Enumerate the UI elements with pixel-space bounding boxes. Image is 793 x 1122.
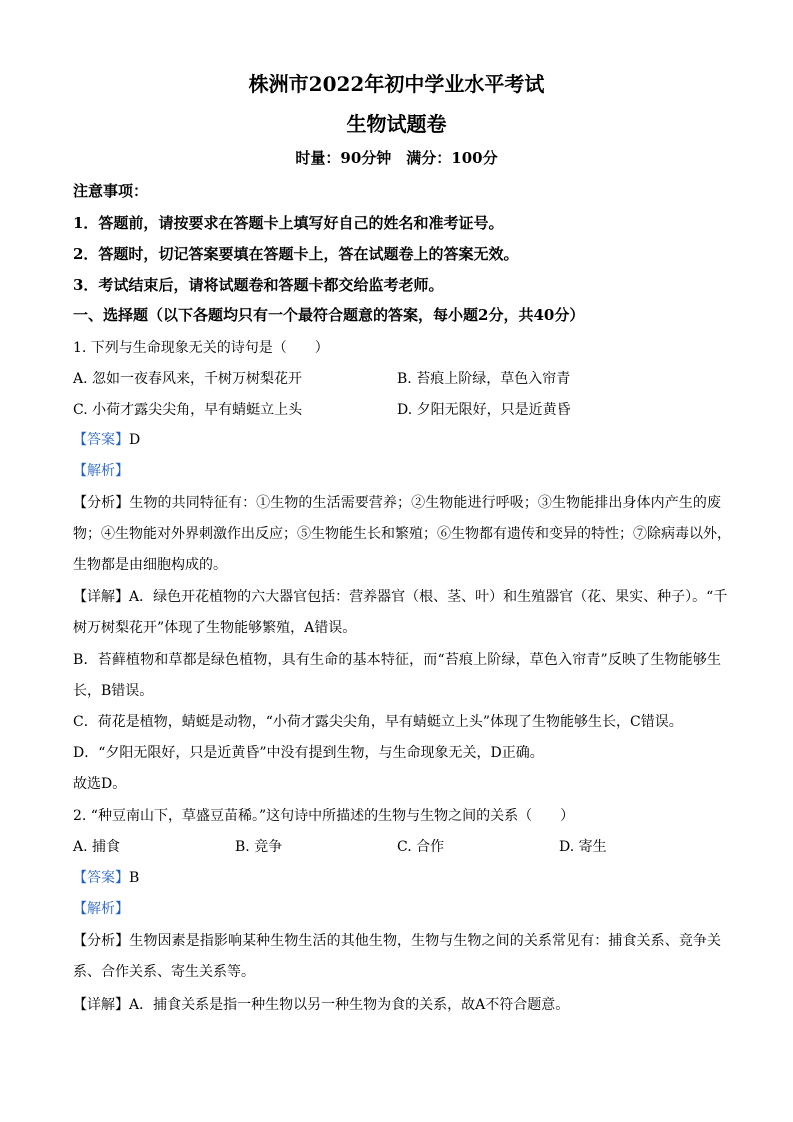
- answer-line: [73, 869, 139, 887]
- notice-item: 1．答题前，请按要求在答题卡上填写好自己的姓名和准考证号。: [73, 214, 504, 232]
- question-stem: 1. 下列与生命现象无关的诗句是（ ）: [73, 340, 329, 356]
- question-option: D. 寄生: [559, 839, 607, 855]
- analysis-line: 【分析】生物的共同特征有：①生物的生活需要营养；②生物能进行呼吸；③生物能排出身体内产生的废: [73, 495, 721, 511]
- analysis-line: 生物都是由细胞构成的。: [73, 557, 227, 573]
- exam-meta: 时量：90分钟 满分：100分: [295, 149, 498, 167]
- question-option: B. 苔痕上阶绿，草色入帘青: [397, 371, 571, 387]
- page-title: 株洲市2022年初中学业水平考试: [248, 72, 545, 96]
- analysis-tag: 【解析】: [73, 463, 129, 479]
- answer-tag: 【答案】: [73, 432, 129, 448]
- question-option: A. 捕食: [73, 839, 121, 855]
- analysis-line: 物；④生物能对外界刺激作出反应；⑤生物能生长和繁殖；⑥生物都有遗传和变异的特性；⑦除病毒以外，: [73, 526, 731, 542]
- notice-item: 3．考试结束后，请将试题卷和答题卡都交给监考老师。: [73, 276, 444, 294]
- detail-line: D．“夕阳无限好，只是近黄昏”中没有提到生物，与生命现象无关，D正确。: [73, 745, 544, 761]
- answer-value: D: [129, 432, 141, 448]
- answer-line: [73, 431, 140, 449]
- question-stem: 2. “种豆南山下，草盛豆苗稀。”这句诗中所描述的生物与生物之间的关系（ ）: [73, 808, 575, 824]
- notice-item: 2．答题时，切记答案要填在答题卡上，答在试题卷上的答案无效。: [73, 245, 519, 263]
- analysis-line: 系、合作关系、寄生关系等。: [73, 964, 255, 980]
- detail-line: 树万树梨花开”体现了生物能够繁殖，A错误。: [73, 620, 357, 636]
- detail-line: 【详解】A．绿色开花植物的六大器官包括：营养器官（根、茎、叶）和生殖器官（花、果实、种子）。“千: [73, 589, 728, 605]
- detail-line: 长，B错误。: [73, 683, 154, 699]
- analysis-tag: 【解析】: [73, 901, 129, 917]
- question-option: B. 竞争: [235, 839, 283, 855]
- question-option: D. 夕阳无限好，只是近黄昏: [397, 402, 571, 418]
- answer-tag: 【答案】: [73, 870, 129, 886]
- detail-line: 【详解】A．捕食关系是指一种生物以另一种生物为食的关系，故A不符合题意。: [73, 997, 570, 1013]
- detail-line: C．荷花是植物，蜻蜓是动物，“小荷才露尖尖角，早有蜻蜓立上头”体现了生物能够生长，C错误。: [73, 714, 683, 730]
- question-option: C. 合作: [397, 839, 445, 855]
- question-option: C. 小荷才露尖尖角，早有蜻蜓立上头: [73, 402, 303, 418]
- page-subtitle: 生物试题卷: [346, 112, 447, 136]
- question-option: A. 忽如一夜春风来，千树万树梨花开: [73, 371, 303, 387]
- notice-heading: 注意事项：: [73, 182, 149, 200]
- detail-line: B．苔藓植物和草都是绿色植物，具有生命的基本特征，而“苔痕上阶绿，草色入帘青”反映了生物能够生: [73, 652, 721, 668]
- answer-value: B: [129, 870, 140, 886]
- detail-line: 故选D。: [73, 776, 127, 792]
- section-heading: 一、选择题（以下各题均只有一个最符合题意的答案，每小题2分，共40分）: [73, 306, 585, 324]
- analysis-line: 【分析】生物因素是指影响某种生物生活的其他生物，生物与生物之间的关系常见有：捕食关系、竞争关: [73, 933, 721, 949]
